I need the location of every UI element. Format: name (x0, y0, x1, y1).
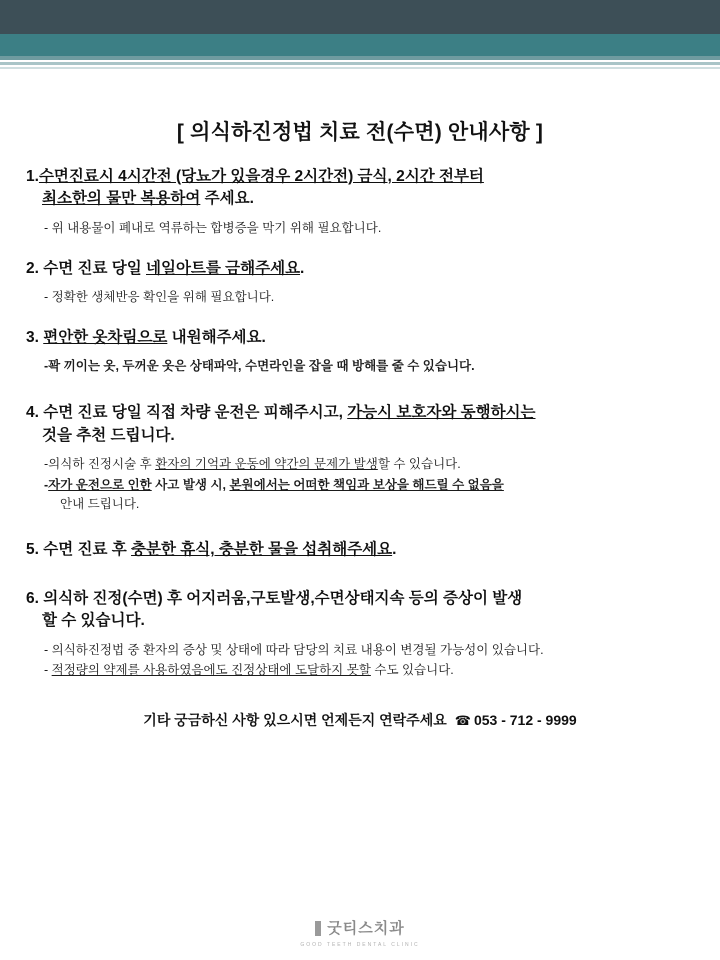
item-5-emphasis: 충분한 휴식, 충분한 물을 섭취해주세요 (131, 541, 393, 559)
logo-name: 굿티스치과 (315, 921, 404, 936)
notice-item-6 (26, 588, 694, 680)
item-4-sub-2-mid: 사고 발생 시, (151, 477, 230, 492)
item-5-text (26, 539, 694, 561)
banner-stripe-group (0, 56, 720, 72)
notice-item-5 (26, 539, 694, 561)
item-6-sub-2 (44, 661, 694, 680)
item-3-head: 3. (26, 328, 44, 346)
item-1-line2-wrap (42, 188, 694, 210)
item-6-sub-2-emphasis: 적정량의 약제를 사용하였음에도 진정상태에 도달하지 못할 (51, 663, 371, 678)
item-1-text (26, 166, 694, 211)
banner-stripe-1 (0, 56, 720, 60)
item-4-sub-2 (44, 476, 694, 514)
item-4-sub-1 (44, 455, 694, 474)
item-6-line1: 6. 의식하 진정(수면) 후 어지러움,구토발생,수면상태지속 등의 증상이 발생 (26, 589, 523, 607)
item-1-sub-1: - 위 내용물이 폐내로 역류하는 합병증을 막기 위해 필요합니다. (44, 220, 382, 235)
banner-teal-band (0, 34, 720, 56)
item-2-emphasis: 네일아트를 금해주세요 (146, 259, 301, 277)
notice-item-2 (26, 258, 694, 307)
item-1-line1: 수면진료시 4시간전 (당뇨가 있을경우 2시간전) 금식, 2시간 전부터 (38, 168, 484, 185)
item-4-sub-2-emphasis-2: 본원에서는 어떠한 책임과 보상을 해드릴 수 없음을 (229, 477, 504, 492)
logo-subtitle: GOOD TEETH DENTAL CLINIC (300, 942, 420, 948)
item-4-sub-1-post: 할 수 있습니다. (377, 457, 461, 472)
page-title: [ 의식하진정법 치료 전(수면) 안내사항 ] (176, 121, 544, 144)
item-6-sub-1: - 의식하진정법 중 환자의 증상 및 상태에 따라 담당의 치료 내용이 변경될 가능성이 있습니다. (44, 642, 544, 657)
item-4-line1: 4. 수면 진료 당일 직접 차량 운전은 피해주시고, (26, 404, 348, 422)
footer-phone-number: 053 - 712 - 9999 (473, 712, 577, 729)
clinic-logo (0, 920, 720, 948)
item-2-text (26, 258, 694, 280)
item-4-sub-1-emphasis: 환자의 기억과 운동에 약간의 문제가 발생 (155, 457, 378, 472)
item-4-sub-2-pre: - (44, 477, 49, 492)
item-4-sub-2-emphasis: 자가 운전으로 인한 (48, 477, 152, 492)
item-4-sub-3: 안내 드립니다. (60, 496, 140, 511)
banner-stripe-2 (0, 62, 720, 65)
item-3-emphasis: 편안한 옷차림으로 (43, 328, 168, 346)
item-3-tail: 내원해주세요. (167, 328, 266, 346)
item-2-head: 2. 수면 진료 당일 (26, 259, 146, 277)
item-4-line2: 것을 추천 드립니다. (42, 426, 175, 444)
document-content (0, 72, 720, 960)
notice-item-4 (26, 402, 694, 513)
item-4-text (26, 402, 694, 447)
footer-note-text: 기타 궁금하신 사항 있으시면 언제든지 연락주세요 (143, 712, 447, 729)
item-6-line2: 할 수 있습니다. (42, 612, 145, 630)
item-6-sub-2-pre: - (44, 663, 52, 678)
item-1-line2: 최소한의 물만 복용하여 (42, 190, 201, 208)
item-1-line2-tail: 주세요. (200, 190, 254, 208)
item-3-text (26, 327, 694, 349)
item-2-sub-1: - 정확한 생체반응 확인을 위해 필요합니다. (44, 290, 275, 305)
banner-dark-band (0, 0, 720, 34)
banner-stripe-3 (0, 67, 720, 69)
item-5-tail: . (392, 541, 397, 559)
item-1-number: 1. (26, 168, 39, 185)
item-4-line1-emphasis: 가능시 보호자와 동행하시는 (347, 404, 536, 422)
item-2-tail: . (300, 259, 305, 277)
item-6-text (26, 588, 694, 633)
item-5-head: 5. 수면 진료 후 (26, 541, 132, 559)
notice-item-1 (26, 166, 694, 238)
item-4-sub-1-pre: -의식하 진정시술 후 (44, 457, 156, 472)
item-3-sub-1: -꽉 끼이는 옷, 두꺼운 옷은 상태파악, 수면라인을 잡을 때 방해를 줄 수 있습니다. (44, 359, 475, 374)
footer-contact-note (26, 710, 694, 730)
phone-icon: ☎ (454, 713, 471, 729)
header-banner (0, 0, 720, 72)
item-6-sub-2-post: 수도 있습니다. (370, 663, 454, 678)
notice-item-3 (26, 327, 694, 376)
